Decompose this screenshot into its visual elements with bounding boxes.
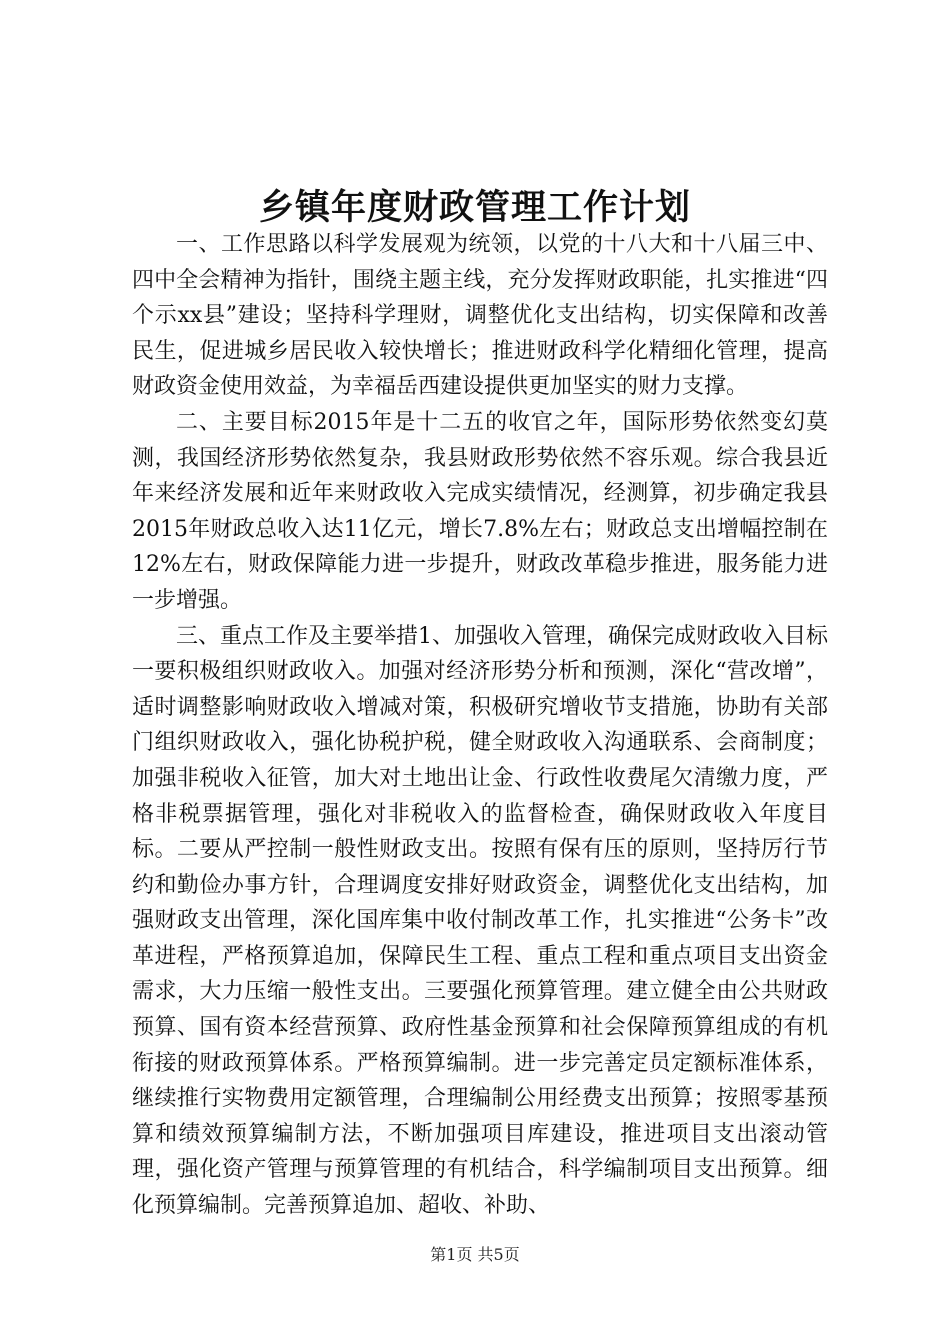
document-title: 乡镇年度财政管理工作计划 (258, 187, 691, 228)
document-body (132, 227, 828, 1224)
page-number: 第1页 共5页 (430, 1245, 520, 1264)
paragraph-key-tasks: 三、重点工作及主要举措1、加强收入管理，确保完成财政收入目标一要积极组织财政收入。加强对经济形势分析和预测，深化“营改增”，适时调整影响财政收入增减对策，积极研究增收节支措施，协助有关部门组织财政收入，强化协税护税，健全财政收入沟通联系、会商制度；加强非税收入征管，加大对土地出让金、行政性收费尾欠清缴力度，严格非税票据管理，强化对非税收入的监督检查，确保财政收入年度目标。二要从严控制一般性财政支出。按照有保有压的原则，坚持厉行节约和勤俭办事方针，合理调度安排好财政资金，调整优化支出结构，加强财政支出管理，深化国库集中收付制改革工作，扎实推进“公务卡”改革进程，严格预算追加，保障民生工程、重点工程和重点项目支出资金需求，大力压缩一般性支出。三要强化预算管理。建立健全由公共财政预算、国有资本经营预算、政府性基金预算和社会保障预算组成的有机衔接的财政预算体系。严格预算编制。进一步完善定员定额标准体系，继续推行实物费用定额管理，合理编制公用经费支出预算；按照零基预算和绩效预算编制方法，不断加强项目库建设，推进项目支出滚动管理，强化资产管理与预算管理的有机结合，科学编制项目支出预算。细化预算编制。完善预算追加、超收、补助、 (132, 623, 828, 1219)
paragraph-work-approach: 一、工作思路以科学发展观为统领，以党的十八大和十八届三中、四中全会精神为指针，围绕主题主线，充分发挥财政职能，扎实推进“四个示xx县”建设；坚持科学理财，调整优化支出结构，切实保障和改善民生，促进城乡居民收入较快增长；推进财政科学化精细化管理，提高财政资金使用效益，为幸福岳西建设提供更加坚实的财力支撑。 (132, 232, 828, 400)
paragraph-main-goals: 二、主要目标2015年是十二五的收官之年，国际形势依然变幻莫测，我国经济形势依然复杂，我县财政形势依然不容乐观。综合我县近年来经济发展和近年来财政收入完成实绩情况，经测算，初步确定我县2015年财政总收入达11亿元，增长7.8%左右；财政总支出增幅控制在12%左右，财政保障能力进一步提升，财政改革稳步推进，服务能力进一步增强。 (132, 409, 828, 613)
